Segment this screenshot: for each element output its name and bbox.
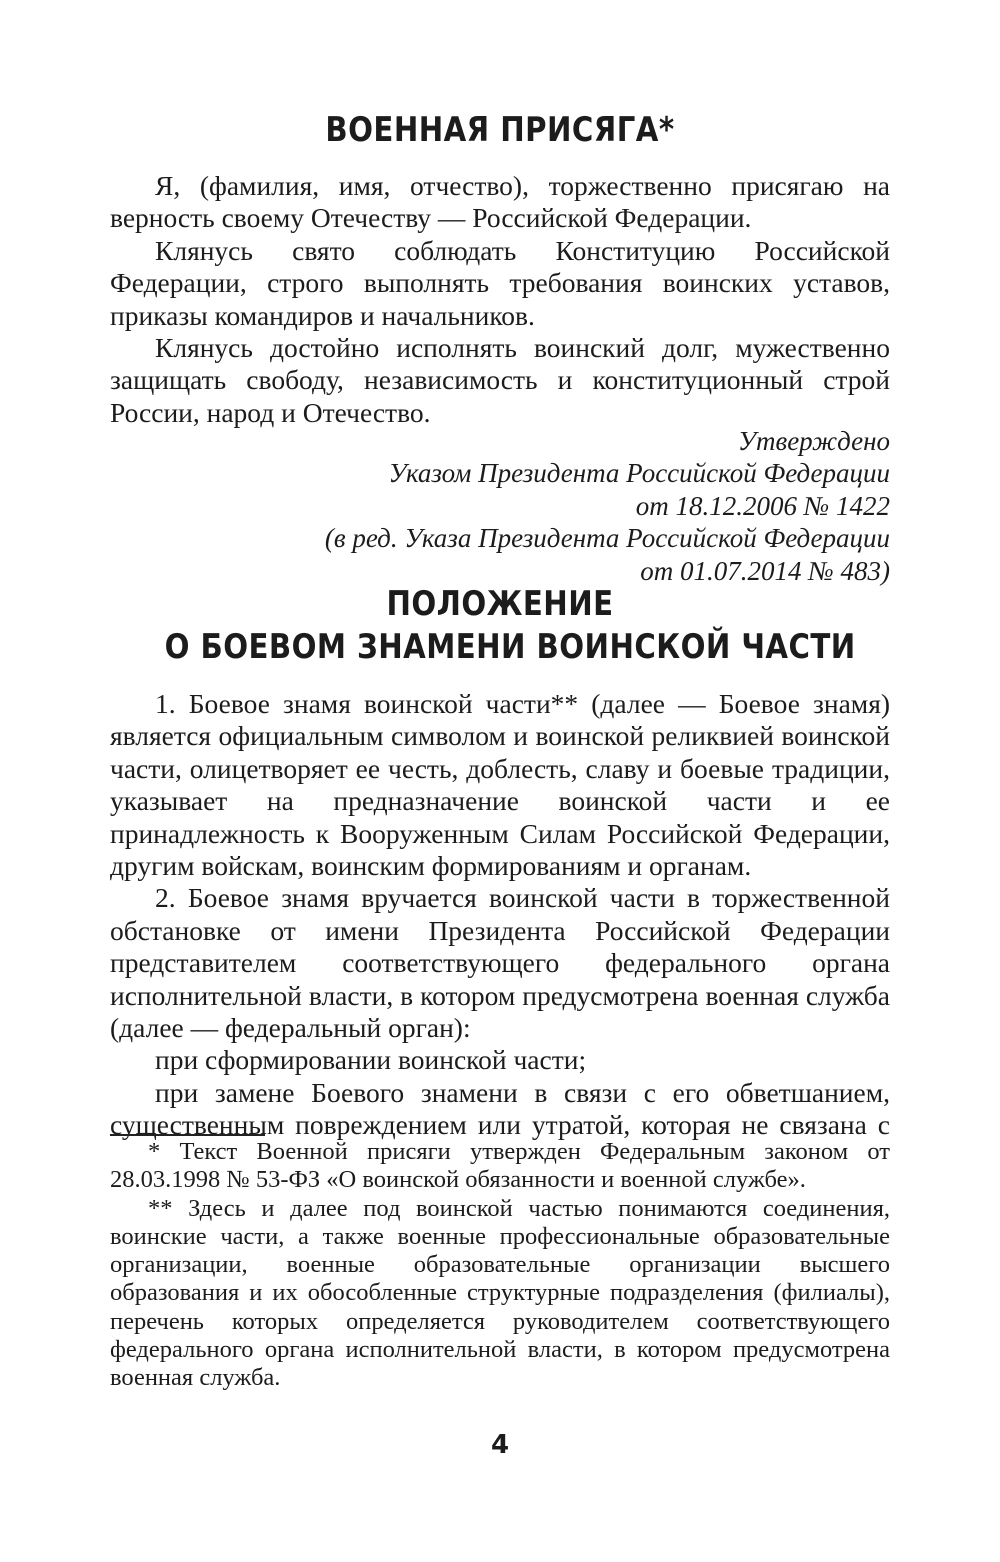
approval-line: Указом Президента Российской Федерации	[388, 458, 890, 489]
regulation-title-line1: ПОЛОЖЕНИЕ	[386, 584, 614, 624]
oath-text	[110, 170, 890, 429]
approval-block	[110, 425, 890, 587]
regulation-title-line2: О БОЕВОМ ЗНАМЕНИ ВОИНСКОЙ ЧАСТИ	[164, 627, 856, 667]
footnote: * Текст Военной присяги утвержден Федеральным законом от 28.03.1998 № 53-ФЗ «О воинской обязанности и военной службе».	[110, 1138, 890, 1194]
regulation-paragraph: при сформировании воинской части;	[155, 1044, 587, 1076]
regulation-paragraph: 1. Боевое знамя воинской части** (далее — Боевое знамя) является официальным символом и воинской реликвией воинской части, олицетворяет ее честь, доблесть, славу и боевые традиции, указывает на предназначение воинской части и ее принадлежность к Вооруженным Силам Российской Федерации, другим войскам, воинским формированиям и органам.	[110, 688, 890, 882]
approval-line: от 01.07.2014 № 483)	[640, 555, 890, 586]
footnotes	[110, 1138, 890, 1393]
footnote: ** Здесь и далее под воинской частью понимаются соединения, воинские части, а также военные профессиональные образовательные организации, военные образовательные организации высшего образования и их обособленные структурные подразделения (филиалы), перечень которых определяется руководителем соответствующего федерального органа исполнительной власти, в котором предусмотрена военная служба.	[110, 1194, 890, 1392]
approval-line: от 18.12.2006 № 1422	[635, 490, 890, 521]
oath-title: ВОЕННАЯ ПРИСЯГА*	[325, 110, 675, 150]
footnote-separator	[110, 1134, 265, 1136]
approval-line: (в ред. Указа Президента Российской Федерации	[324, 523, 890, 554]
approval-line: Утверждено	[737, 426, 890, 456]
regulation-paragraph: при замене Боевого знамени в связи с его обветшанием, существенным повреждением или утратой, которая не связана с	[110, 1076, 890, 1141]
regulation-text	[110, 688, 890, 1142]
regulation-paragraph: 2. Боевое знамя вручается воинской части в торжественной обстановке от имени Президента Российской Федерации представителем соответствующего федерального органа исполнительной власти, в котором предусмотрена военная служба (далее — федеральный орган):	[110, 882, 890, 1044]
page-number: 4	[490, 1430, 510, 1460]
oath-paragraph: Клянусь достойно исполнять воинский долг, мужественно защищать свободу, независимость и конституционный строй России, народ и Отечество.	[110, 332, 890, 428]
oath-paragraph: Я, (фамилия, имя, отчество), торжественно присягаю на верность своему Отечеству — Российской Федерации.	[110, 170, 890, 234]
oath-paragraph: Клянусь свято соблюдать Конституцию Российской Федерации, строго выполнять требования воинских уставов, приказы командиров и начальников.	[110, 234, 890, 331]
